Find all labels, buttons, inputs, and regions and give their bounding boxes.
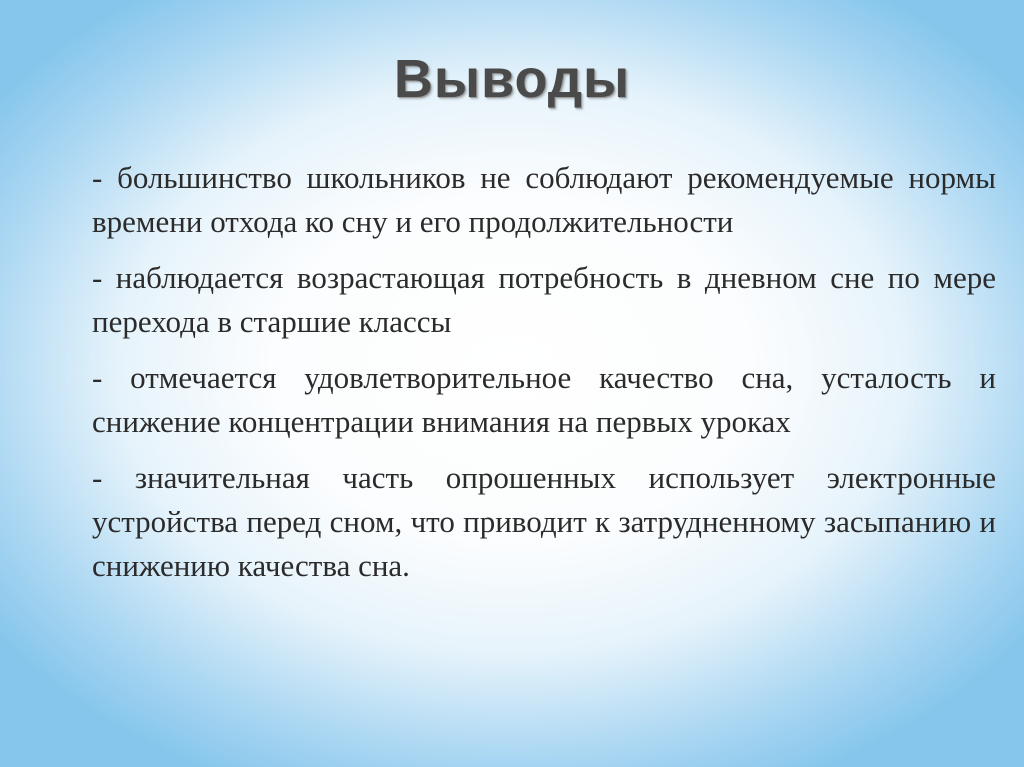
conclusions-list	[92, 156, 996, 600]
conclusion-item-3: - отмечается удовлетворительное качество сна, усталость и снижение концентрации внимания на первых уроках	[92, 360, 996, 439]
conclusion-item-2: - наблюдается возрастающая потребность в дневном сне по мере перехода в старшие классы	[92, 260, 996, 339]
conclusion-item-1: - большинство школьников не соблюдают рекомендуемые нормы времени отхода ко сну и его продолжительности	[92, 160, 996, 239]
slide-title: Выводы	[393, 49, 631, 109]
conclusion-item-4: - значительная часть опрошенных использует электронные устройства перед сном, что приводит к затрудненному засыпанию и снижению качества сна.	[92, 460, 996, 583]
title-container	[0, 48, 1024, 110]
